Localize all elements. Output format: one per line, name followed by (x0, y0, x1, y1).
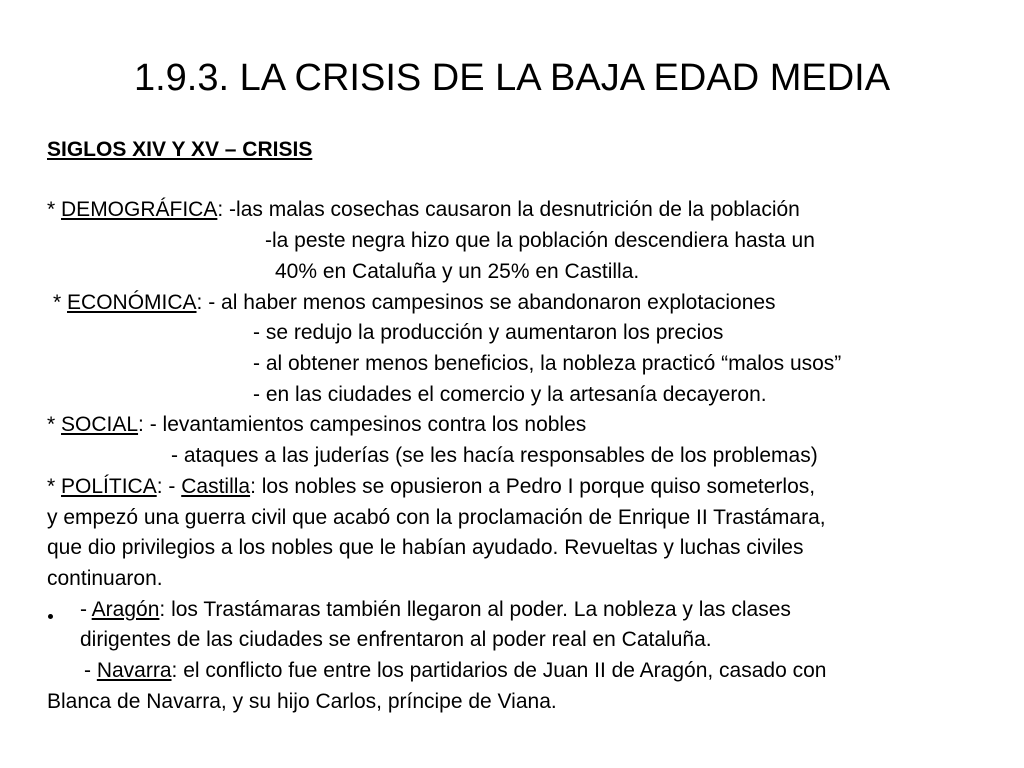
aragon-label: Aragón (91, 598, 160, 621)
castilla-line: que dio privilegios a los nobles que le habían ayudado. Revueltas y luchas civiles (47, 536, 804, 559)
navarra-text: el conflicto fue entre los partidarios de Juan II de Aragón, casado con (177, 659, 827, 682)
economica-prefix: * (53, 291, 68, 314)
castilla-line: continuaron. (47, 567, 163, 590)
politica-prefix: * (47, 475, 62, 498)
social-line: - levantamientos campesinos contra los nobles (149, 413, 587, 436)
navarra-first-line (84, 657, 826, 685)
demografica-line: -la peste negra hizo que la población descendiera hasta un (265, 229, 815, 252)
demografica-label: DEMOGRÁFICA (61, 198, 218, 221)
demografica-sep: : (217, 198, 230, 221)
economica-line: - al obtener menos beneficios, la nobleza practicó “malos usos” (253, 352, 842, 375)
aragon-first-line (80, 596, 791, 624)
subtitle: SIGLOS XIV Y XV – CRISIS (47, 138, 313, 161)
bullet-icon (48, 614, 53, 619)
aragon-line: dirigentes de las ciudades se enfrentaron al poder real en Cataluña. (80, 628, 712, 651)
economica-line: - se redujo la producción y aumentaron los precios (253, 321, 724, 344)
castilla-label: Castilla (181, 475, 251, 498)
economica-label: ECONÓMICA (67, 291, 197, 314)
economica-line: - al haber menos campesinos se abandonaron explotaciones (208, 291, 776, 314)
social-first-line (47, 411, 586, 439)
slide-title: 1.9.3. LA CRISIS DE LA BAJA EDAD MEDIA (133, 57, 891, 99)
castilla-sep: : (250, 475, 256, 498)
demografica-prefix: * (47, 198, 62, 221)
navarra-sep: : (171, 659, 178, 682)
economica-line: - en las ciudades el comercio y la artesanía decayeron. (253, 383, 767, 406)
castilla-lead: - (168, 475, 182, 498)
social-line: - ataques a las juderías (se les hacía responsables de los problemas) (171, 444, 818, 467)
social-prefix: * (47, 413, 62, 436)
aragon-text: los Trastámaras también llegaron al poder. La nobleza y las clases (165, 598, 791, 621)
castilla-line: y empezó una guerra civil que acabó con la proclamación de Enrique II Trastámara, (47, 506, 826, 529)
politica-first-line (47, 473, 815, 501)
demografica-line: 40% en Cataluña y un 25% en Castilla. (275, 260, 640, 283)
demografica-first-line (47, 196, 800, 224)
economica-sep: : (196, 291, 209, 314)
aragon-lead: - (80, 598, 92, 621)
economica-first-line (53, 289, 776, 317)
politica-sep: : (156, 475, 169, 498)
castilla-text: los nobles se opusieron a Pedro I porque quiso someterlos, (255, 475, 816, 498)
social-sep: : (138, 413, 150, 436)
social-label: SOCIAL (61, 413, 139, 436)
demografica-line: -las malas cosechas causaron la desnutrición de la población (229, 198, 800, 221)
navarra-line: Blanca de Navarra, y su hijo Carlos, príncipe de Viana. (47, 690, 557, 713)
politica-label: POLÍTICA (61, 475, 157, 498)
aragon-sep: : (159, 598, 166, 621)
navarra-label: Navarra (96, 659, 172, 682)
navarra-lead: - (84, 659, 97, 682)
